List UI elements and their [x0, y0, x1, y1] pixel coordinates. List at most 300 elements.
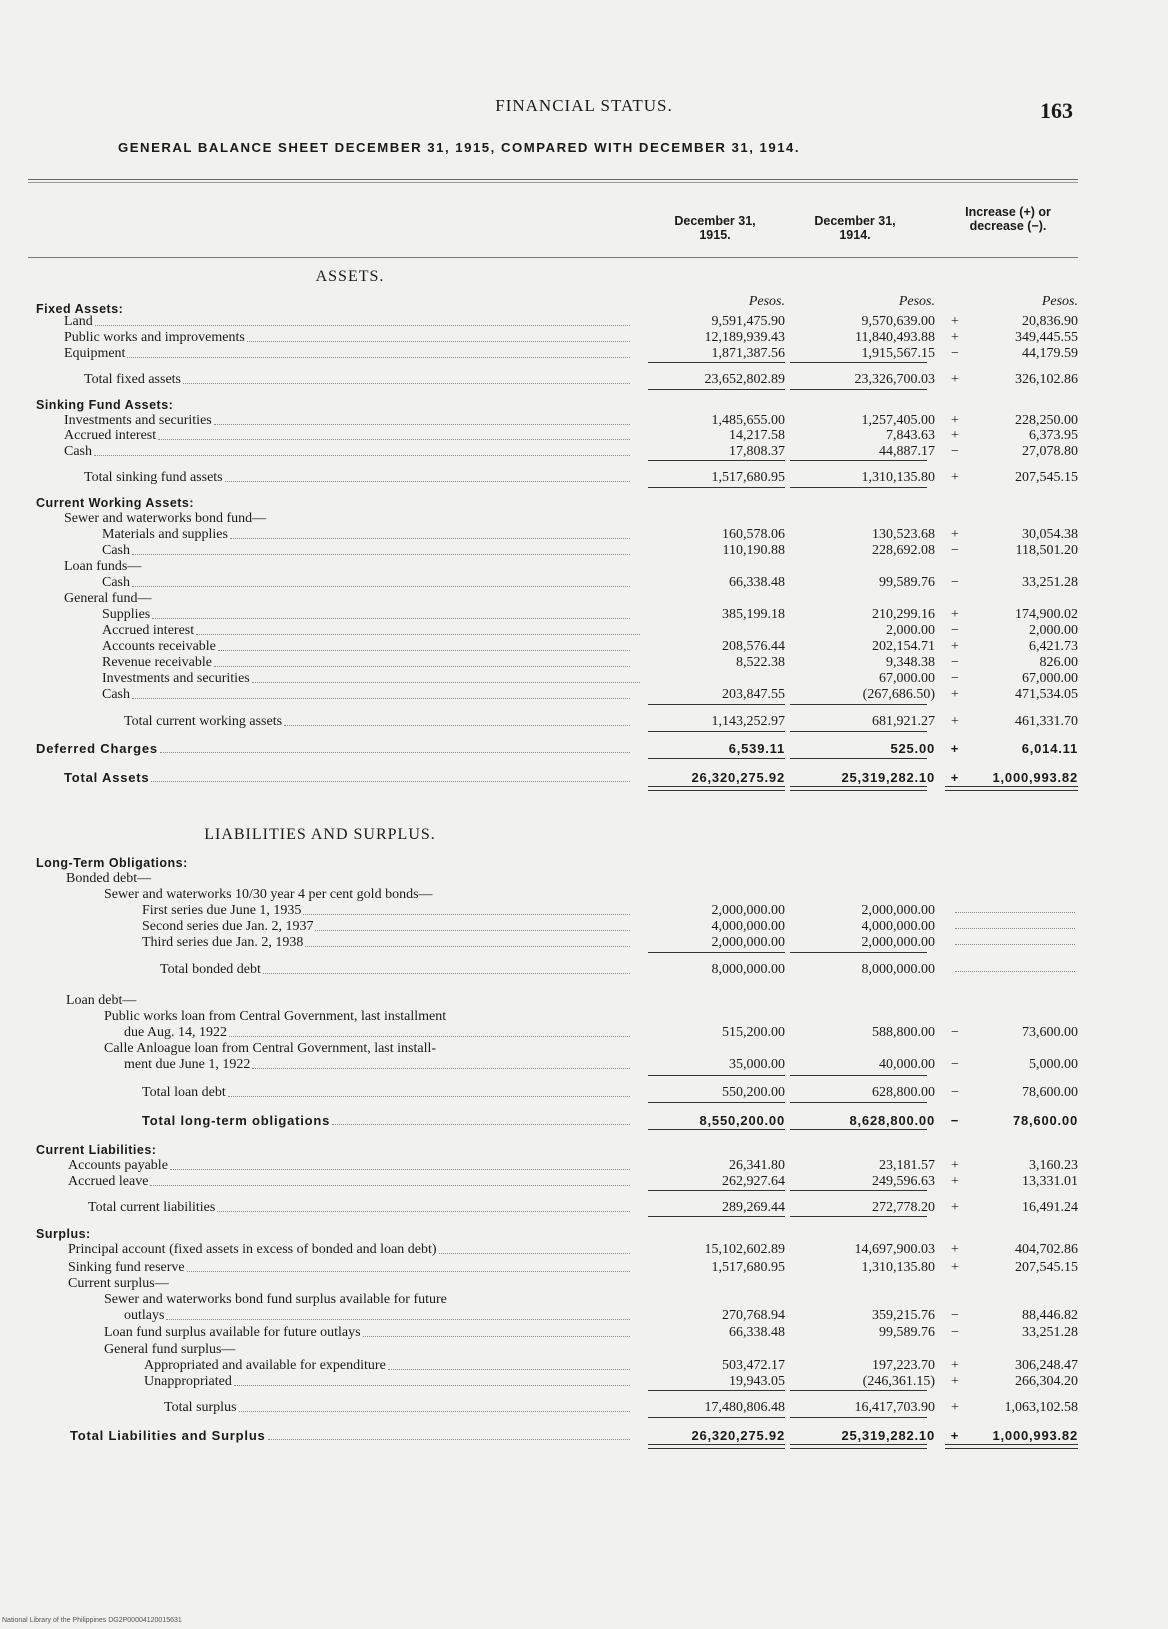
dot-leader: [332, 1113, 630, 1125]
total-rule: [648, 952, 785, 953]
total-rule: [648, 1216, 785, 1217]
table-row: [0, 372, 1168, 388]
dot-leader: [152, 607, 630, 619]
change-sign: −: [951, 623, 959, 638]
change-sign: +: [951, 470, 959, 485]
value-1915: 14,217.58: [729, 428, 785, 443]
value-1915: 2,000,000.00: [711, 935, 785, 950]
total-rule: [790, 1216, 927, 1217]
change-sign: −: [951, 671, 959, 686]
value-1915: 2,000,000.00: [711, 903, 785, 918]
value-1915: 8,550,200.00: [699, 1113, 785, 1128]
change-sign: +: [951, 314, 959, 329]
table-row: [0, 855, 1168, 871]
table-row: [0, 1009, 1168, 1025]
row-label: Accrued interest: [64, 428, 157, 443]
row-label: Calle Anloague loan from Central Government, last install-: [104, 1041, 437, 1056]
row-label: Total bonded debt: [160, 962, 261, 977]
value-1914: 25,319,282.10: [841, 770, 935, 785]
value-change: 826.00: [1039, 655, 1078, 670]
value-1914: 25,319,282.10: [841, 1428, 935, 1443]
table-row: [0, 1308, 1168, 1324]
value-change: 2,000.00: [1029, 623, 1078, 638]
empty-change-leader: [955, 928, 1075, 929]
table-row: [0, 1242, 1168, 1258]
total-rule: [790, 731, 927, 732]
table-title: GENERAL BALANCE SHEET DECEMBER 31, 1915, COMPARED WITH DECEMBER 31, 1914.: [118, 140, 801, 155]
total-rule: [648, 1417, 785, 1418]
value-change: 5,000.00: [1029, 1057, 1078, 1072]
value-change: 266,304.20: [1015, 1374, 1078, 1389]
value-1914: 23,326,700.03: [854, 372, 935, 387]
change-sign: +: [951, 1242, 959, 1257]
value-change: 1,000,993.82: [992, 770, 1078, 785]
change-sign: −: [951, 346, 959, 361]
value-1915: 66,338.48: [729, 1325, 785, 1340]
total-rule: [648, 389, 785, 390]
row-label: Public works and improvements: [64, 330, 245, 345]
change-sign: +: [951, 607, 959, 622]
value-1914: 9,570,639.00: [861, 314, 935, 329]
value-change: 78,600.00: [1022, 1085, 1078, 1100]
change-sign: +: [951, 527, 959, 542]
units-c1: Pesos.: [748, 294, 785, 309]
value-change: 1,063,102.58: [1004, 1400, 1078, 1415]
value-1915: 17,480,806.48: [704, 1400, 785, 1415]
value-1915: 6,539.11: [728, 741, 785, 756]
row-label: ment due June 1, 1922: [124, 1057, 251, 1072]
row-label: Deferred Charges: [36, 741, 158, 756]
total-rule: [790, 952, 927, 953]
value-change: 207,545.15: [1015, 470, 1078, 485]
value-1914: 681,921.27: [872, 714, 935, 729]
table-row: [0, 543, 1168, 559]
row-label: Materials and supplies: [102, 527, 228, 542]
table-row: [0, 330, 1168, 346]
row-label: outlays: [124, 1308, 165, 1323]
value-1915: 1,871,387.56: [711, 346, 785, 361]
total-rule: [648, 487, 785, 488]
value-1914: 1,257,405.00: [861, 413, 935, 428]
value-1914: 16,417,703.90: [854, 1400, 935, 1415]
dot-leader: [218, 639, 630, 651]
total-rule: [648, 704, 785, 705]
value-1915: 1,143,252.97: [711, 714, 785, 729]
change-sign: +: [951, 1374, 959, 1389]
running-head: FINANCIAL STATUS.: [495, 96, 673, 115]
row-label: Total fixed assets: [84, 372, 181, 387]
value-1914: 1,915,567.15: [861, 346, 935, 361]
value-1914: (267,686.50): [862, 687, 935, 702]
dot-leader: [132, 575, 630, 587]
row-label: Total loan debt: [142, 1085, 226, 1100]
table-row: [0, 770, 1168, 786]
row-label: Accrued interest: [102, 623, 195, 638]
row-label: Total Liabilities and Surplus: [70, 1428, 266, 1443]
dot-leader: [214, 413, 630, 425]
row-label: Revenue receivable: [102, 655, 212, 670]
double-rule: [648, 1444, 785, 1449]
value-1915: 1,485,655.00: [711, 413, 785, 428]
value-1914: 99,589.76: [879, 1325, 935, 1340]
table-row: [0, 1226, 1168, 1242]
total-rule: [648, 460, 785, 461]
value-1914: 4,000,000.00: [861, 919, 935, 934]
row-label: Total surplus: [164, 1400, 237, 1415]
row-label: Total Assets: [64, 770, 150, 785]
row-label: Appropriated and available for expenditure: [144, 1358, 386, 1373]
dot-leader: [170, 1158, 630, 1170]
change-sign: +: [951, 639, 959, 654]
double-rule: [945, 1444, 1078, 1449]
table-row: [0, 607, 1168, 623]
dot-leader: [127, 346, 630, 358]
row-label: Sewer and waterworks 10/30 year 4 per cent gold bonds—: [104, 887, 433, 902]
value-change: 78,600.00: [1012, 1113, 1078, 1128]
value-1915: 270,768.94: [722, 1308, 785, 1323]
value-1915: 26,320,275.92: [691, 770, 785, 785]
value-1915: 1,517,680.95: [711, 470, 785, 485]
value-1915: 15,102,602.89: [704, 1242, 785, 1257]
dot-leader: [229, 1025, 630, 1037]
row-label: Cash: [64, 444, 92, 459]
top-rule: [28, 179, 1078, 180]
total-rule: [648, 1075, 785, 1076]
row-label: Loan fund surplus available for future outlays: [104, 1325, 361, 1340]
total-rule: [648, 731, 785, 732]
column-header-change: Increase (+) or decrease (−).: [965, 205, 1051, 233]
change-sign: −: [951, 1057, 959, 1072]
value-change: 326,102.86: [1015, 372, 1078, 387]
change-sign: +: [951, 330, 959, 345]
footer: National Library of the Philippines DG2P00004120015631: [2, 1617, 182, 1624]
change-sign: +: [951, 1260, 959, 1275]
value-1915: 160,578.06: [722, 527, 785, 542]
table-row: [0, 1400, 1168, 1416]
table-row: [0, 1260, 1168, 1276]
table-row: [0, 1342, 1168, 1358]
value-change: 471,534.05: [1015, 687, 1078, 702]
dot-leader: [247, 330, 630, 342]
row-label: Land: [64, 314, 93, 329]
dot-leader: [268, 1428, 630, 1440]
value-1914: 197,223.70: [872, 1358, 935, 1373]
value-1915: 203,847.55: [722, 687, 785, 702]
change-sign: −: [951, 655, 959, 670]
value-1914: 359,215.76: [872, 1308, 935, 1323]
value-change: 33,251.28: [1022, 1325, 1078, 1340]
value-1914: 2,000,000.00: [861, 935, 935, 950]
row-label: due Aug. 14, 1922: [124, 1025, 228, 1040]
row-label: Loan funds—: [64, 559, 142, 574]
column-header-1914: December 31, 1914.: [814, 214, 896, 242]
table-row: [0, 1200, 1168, 1216]
value-change: 228,250.00: [1015, 413, 1078, 428]
dot-leader: [94, 444, 630, 456]
total-rule: [790, 487, 927, 488]
change-sign: +: [951, 1158, 959, 1173]
row-label: Cash: [102, 575, 130, 590]
row-label: Accounts payable: [68, 1158, 168, 1173]
change-sign: −: [951, 1025, 959, 1040]
change-sign: −: [951, 575, 959, 590]
value-1915: 9,591,475.90: [711, 314, 785, 329]
value-1914: 44,887.17: [879, 444, 935, 459]
value-change: 6,373.95: [1029, 428, 1078, 443]
value-1915: 385,199.18: [722, 607, 785, 622]
change-sign: +: [951, 714, 959, 729]
table-row: [0, 903, 1168, 919]
table-row: [0, 397, 1168, 413]
value-change: 44,179.59: [1022, 346, 1078, 361]
value-1914: 130,523.68: [872, 527, 935, 542]
table-row: [0, 1358, 1168, 1374]
total-rule: [648, 1102, 785, 1103]
row-label: Supplies: [102, 607, 151, 622]
value-1915: 550,200.00: [722, 1085, 785, 1100]
change-sign: −: [951, 444, 959, 459]
value-1914: 9,348.38: [886, 655, 935, 670]
change-sign: +: [950, 770, 960, 785]
row-label: Bonded debt—: [66, 871, 152, 886]
dot-leader: [217, 1200, 630, 1212]
change-sign: +: [951, 1200, 959, 1215]
dot-leader: [132, 687, 630, 699]
value-1914: 23,181.57: [879, 1158, 935, 1173]
table-row: [0, 1142, 1168, 1158]
change-sign: +: [951, 1358, 959, 1373]
change-sign: +: [951, 413, 959, 428]
value-1914: 2,000,000.00: [861, 903, 935, 918]
row-label: Total current liabilities: [88, 1200, 216, 1215]
table-row: [0, 527, 1168, 543]
row-label: Total current working assets: [124, 714, 283, 729]
value-1915: 515,200.00: [722, 1025, 785, 1040]
row-label: Unappropriated: [144, 1374, 232, 1389]
value-change: 1,000,993.82: [992, 1428, 1078, 1443]
value-change: 3,160.23: [1029, 1158, 1078, 1173]
value-1914: 14,697,900.03: [854, 1242, 935, 1257]
value-change: 16,491.24: [1022, 1200, 1078, 1215]
value-1915: 262,927.64: [722, 1174, 785, 1189]
value-1914: 272,778.20: [872, 1200, 935, 1215]
double-rule: [790, 1444, 927, 1449]
empty-change-leader: [955, 971, 1075, 972]
dot-leader: [187, 1260, 630, 1272]
total-rule: [648, 1390, 785, 1391]
table-row: [0, 623, 1168, 639]
value-change: 461,331.70: [1015, 714, 1078, 729]
value-change: 33,251.28: [1022, 575, 1078, 590]
value-1914: 628,800.00: [872, 1085, 935, 1100]
empty-change-leader: [955, 912, 1075, 913]
table-row: [0, 413, 1168, 429]
row-label: Fixed Assets:: [36, 302, 124, 316]
total-rule: [648, 758, 785, 759]
value-change: 67,000.00: [1022, 671, 1078, 686]
row-label: Public works loan from Central Government, last installment: [104, 1009, 447, 1024]
value-change: 207,545.15: [1015, 1260, 1078, 1275]
double-rule: [790, 786, 927, 791]
value-change: 13,331.01: [1022, 1174, 1078, 1189]
row-label: Accounts receivable: [102, 639, 216, 654]
table-row: [0, 655, 1168, 671]
value-change: 20,836.90: [1022, 314, 1078, 329]
value-change: 73,600.00: [1022, 1025, 1078, 1040]
table-row: [0, 591, 1168, 607]
row-label: Second series due Jan. 2, 1937: [142, 919, 314, 934]
value-1914: (246,361.15): [862, 1374, 935, 1389]
value-1914: 7,843.63: [886, 428, 935, 443]
table-row: [0, 1276, 1168, 1292]
table-row: [0, 470, 1168, 486]
change-sign: +: [950, 741, 960, 756]
table-row: [0, 346, 1168, 362]
dot-leader: [263, 962, 630, 974]
value-change: 349,445.55: [1015, 330, 1078, 345]
value-1915: 23,652,802.89: [704, 372, 785, 387]
value-1915: 289,269.44: [722, 1200, 785, 1215]
table-row: [0, 1158, 1168, 1174]
dot-leader: [151, 770, 630, 782]
dot-leader: [363, 1325, 630, 1337]
change-sign: −: [951, 1085, 959, 1100]
value-change: 27,078.80: [1022, 444, 1078, 459]
value-change: 404,702.86: [1015, 1242, 1078, 1257]
total-rule: [790, 1129, 927, 1130]
total-rule: [790, 1102, 927, 1103]
value-1915: 8,000,000.00: [711, 962, 785, 977]
value-1915: 35,000.00: [729, 1057, 785, 1072]
row-label: Current Working Assets:: [36, 496, 195, 510]
section-assets: ASSETS.: [315, 268, 385, 285]
value-1914: 1,310,135.80: [861, 470, 935, 485]
row-label: Principal account (fixed assets in excess of bonded and loan debt): [68, 1242, 437, 1257]
total-rule: [648, 362, 785, 363]
dot-leader: [166, 1308, 630, 1320]
dot-leader: [303, 903, 630, 915]
dot-leader: [234, 1374, 630, 1386]
column-header-1915: December 31, 1915.: [674, 214, 756, 242]
table-row: [0, 962, 1168, 978]
value-1914: 525.00: [890, 741, 935, 756]
total-rule: [790, 704, 927, 705]
value-1915: 208,576.44: [722, 639, 785, 654]
units-c3: Pesos.: [1041, 294, 1078, 309]
row-label: Investments and securities: [64, 413, 212, 428]
dot-leader: [252, 1057, 630, 1069]
value-change: 118,501.20: [1015, 543, 1078, 558]
value-1915: 26,320,275.92: [691, 1428, 785, 1443]
value-1915: 8,522.38: [736, 655, 785, 670]
dot-leader: [214, 655, 630, 667]
row-label: General fund—: [64, 591, 152, 606]
table-row: [0, 871, 1168, 887]
row-label: Total long-term obligations: [142, 1113, 331, 1128]
section-liabilities: LIABILITIES AND SURPLUS.: [204, 826, 436, 843]
total-rule: [790, 1075, 927, 1076]
change-sign: +: [950, 1428, 960, 1443]
row-label: Surplus:: [36, 1227, 91, 1241]
dot-leader: [252, 671, 640, 683]
header-rule: [28, 257, 1078, 258]
value-1914: 67,000.00: [879, 671, 935, 686]
page-number: 163: [1040, 98, 1073, 123]
top-rule-2: [28, 182, 1078, 183]
row-label: Third series due Jan. 2, 1938: [142, 935, 304, 950]
change-sign: +: [951, 1400, 959, 1415]
total-rule: [790, 1390, 927, 1391]
value-change: 30,054.38: [1022, 527, 1078, 542]
table-row: [0, 1428, 1168, 1444]
value-1915: 1,517,680.95: [711, 1260, 785, 1275]
table-row: [0, 714, 1168, 730]
change-sign: +: [951, 372, 959, 387]
row-label: Investments and securities: [102, 671, 250, 686]
value-1915: 12,189,939.43: [704, 330, 785, 345]
total-rule: [648, 1129, 785, 1130]
value-change: 6,421.73: [1029, 639, 1078, 654]
value-1914: 8,000,000.00: [861, 962, 935, 977]
row-label: Loan debt—: [66, 993, 137, 1008]
value-change: 88,446.82: [1022, 1308, 1078, 1323]
table-row: [0, 314, 1168, 330]
dot-leader: [196, 623, 640, 635]
total-rule: [790, 460, 927, 461]
value-1914: 2,000.00: [886, 623, 935, 638]
dot-leader: [315, 919, 630, 931]
change-sign: +: [951, 1174, 959, 1189]
row-label: Sinking Fund Assets:: [36, 398, 174, 412]
row-label: Total sinking fund assets: [84, 470, 223, 485]
value-1914: 40,000.00: [879, 1057, 935, 1072]
table-row: [0, 935, 1168, 951]
row-label: First series due June 1, 1935: [142, 903, 302, 918]
change-sign: −: [951, 1325, 959, 1340]
change-sign: −: [950, 1113, 960, 1128]
dot-leader: [183, 372, 630, 384]
change-sign: −: [951, 1308, 959, 1323]
total-rule: [790, 362, 927, 363]
value-change: 6,014.11: [1021, 741, 1078, 756]
row-label: Accrued leave: [68, 1174, 149, 1189]
dot-leader: [228, 1085, 630, 1097]
dot-leader: [160, 741, 630, 753]
value-1914: 1,310,135.80: [861, 1260, 935, 1275]
total-rule: [790, 1417, 927, 1418]
dot-leader: [150, 1174, 630, 1186]
table-row: [0, 444, 1168, 460]
value-1914: 249,596.63: [872, 1174, 935, 1189]
value-1914: 210,299.16: [872, 607, 935, 622]
row-label: Cash: [102, 687, 130, 702]
value-1915: 19,943.05: [729, 1374, 785, 1389]
value-1914: 99,589.76: [879, 575, 935, 590]
table-row: [0, 887, 1168, 903]
table-row: [0, 919, 1168, 935]
value-1914: 228,692.08: [872, 543, 935, 558]
table-row: [0, 511, 1168, 527]
table-row: [0, 495, 1168, 511]
row-label: Equipment: [64, 346, 126, 361]
total-rule: [648, 1190, 785, 1191]
value-1914: 202,154.71: [872, 639, 935, 654]
row-label: Sinking fund reserve: [68, 1260, 185, 1275]
dot-leader: [158, 428, 630, 440]
row-label: Long-Term Obligations:: [36, 856, 188, 870]
total-rule: [790, 758, 927, 759]
dot-leader: [388, 1358, 630, 1370]
